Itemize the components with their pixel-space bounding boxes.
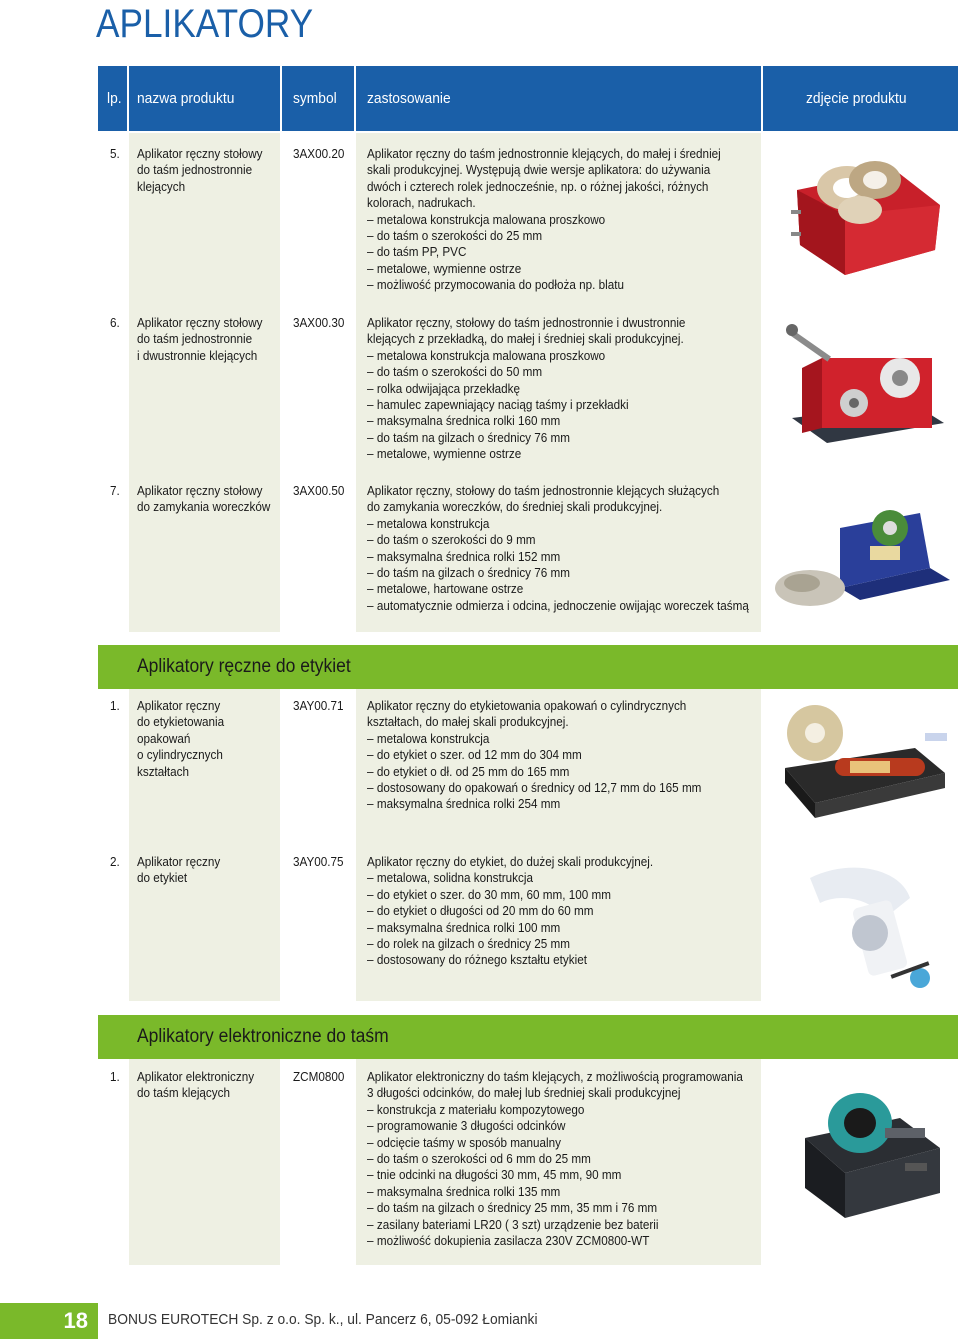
feature-item: – możliwość dokupienia zasilacza 230V ZCM0800-WT <box>367 1233 743 1249</box>
feature-item: – do taśm o szerokości do 25 mm <box>367 228 721 244</box>
feature-item: – maksymalna średnica rolki 135 mm <box>367 1184 743 1200</box>
tape-dispenser-liner-photo <box>782 318 952 448</box>
feature-item: – dostosowany do różnego kształtu etykiet <box>367 952 653 968</box>
feature-item: – metalowa konstrukcja <box>367 731 701 747</box>
feature-item: – do taśm PP, PVC <box>367 244 721 260</box>
row-6-use: Aplikator ręczny, stołowy do taśm jednostronnie i dwustronnie klejących z przekładką, do małej i średniej skali produkcyjnej. – metalowa konstrukcja malowana proszkowo – do taśm o szerokości do 50 mm – rolka odwijająca przekładkę – hamulec zapewniający naciąg taśmy i przekładki – maksymalna średnica rolki 160 mm – do taśm na gilzach o średnicy 76 mm – metalowe, wymienne ostrze <box>367 315 721 463</box>
header-photo: zdjęcie produktu <box>763 66 958 131</box>
row-6-name: Aplikator ręczny stołowy do taśm jednostronnie i dwustronnie klejących <box>137 315 263 363</box>
row-5-lp: 5. <box>110 146 120 161</box>
footer-address: BONUS EUROTECH Sp. z o.o. Sp. k., ul. Pancerz 6, 05-092 Łomianki <box>108 1311 538 1328</box>
feature-item: – do etykiet o dł. od 25 mm do 165 mm <box>367 764 701 780</box>
label-2-symbol: 3AY00.75 <box>293 854 344 869</box>
feature-item: – metalowa, solidna konstrukcja <box>367 870 653 886</box>
feature-item: – do taśm o szerokości od 6 mm do 25 mm <box>367 1151 743 1167</box>
feature-item: – metalowe, wymienne ostrze <box>367 261 721 277</box>
page-number: 18 <box>0 1303 98 1339</box>
electronic-1-lp: 1. <box>110 1069 120 1084</box>
feature-item: – odcięcie taśmy w sposób manualny <box>367 1135 743 1151</box>
feature-item: – maksymalna średnica rolki 100 mm <box>367 920 653 936</box>
row-7-lp: 7. <box>110 483 120 498</box>
label-1-symbol: 3AY00.71 <box>293 698 344 713</box>
label-1-lp: 1. <box>110 698 120 713</box>
label-2-name: Aplikator ręczny do etykiet <box>137 854 221 886</box>
feature-item: – maksymalna średnica rolki 160 mm <box>367 413 685 429</box>
electronic-1-name: Aplikator elektroniczny do taśm klejących <box>137 1069 255 1101</box>
cylinder-labeler-photo <box>775 703 955 828</box>
feature-item: – tnie odcinki na długości 30 mm, 45 mm, 90 mm <box>367 1167 743 1183</box>
feature-item: – metalowa konstrukcja <box>367 516 749 532</box>
feature-item: – do taśm na gilzach o średnicy 76 mm <box>367 430 685 446</box>
hand-label-applicator-photo <box>790 858 955 993</box>
page-title: APLIKATORY <box>96 2 314 46</box>
row-7-use: Aplikator ręczny, stołowy do taśm jednostronnie klejących służących do zamykania woreczków, do średniej skali produkcyjnej. – metalowa konstrukcja – do taśm o szerokości do 9 mm – maksymalna średnica rolki 152 mm – do taśm na gilzach o średnicy 76 mm – metalowe, hartowane ostrze – automatycznie odmierza i odcina, jednoczenie owijając woreczek taśmą <box>367 483 791 614</box>
section-header-electronic: Aplikatory elektroniczne do taśm <box>98 1015 958 1059</box>
feature-item: – do etykiet o szer. do 30 mm, 60 mm, 100 mm <box>367 887 653 903</box>
header-name: nazwa produktu <box>129 66 280 131</box>
row-5-use: Aplikator ręczny do taśm jednostronnie klejących, do małej i średniej skali produkcyjnej. Występują dwie wersje aplikatora: do używania dwóch i czterech rolek jednocześnie, np. o różnej jakości, różnych kolorach, nadrukach. – metalowa konstrukcja malowana proszkowo – do taśm o szerokości do 25 mm – do taśm PP, PVC – metalowe, wymienne ostrze – możliwość przymocowania do podłoża np. blatu <box>367 146 760 294</box>
feature-item: – do rolek na gilzach o średnicy 25 mm <box>367 936 653 952</box>
row-5-name: Aplikator ręczny stołowy do taśm jednostronnie klejących <box>137 146 263 194</box>
feature-item: – maksymalna średnica rolki 152 mm <box>367 549 749 565</box>
feature-item: – zasilany bateriami LR20 ( 3 szt) urządzenie bez baterii <box>367 1217 743 1233</box>
feature-item: – do etykiet o szer. od 12 mm do 304 mm <box>367 747 701 763</box>
header-lp: lp. <box>98 66 127 131</box>
feature-item: – rolka odwijająca przekładkę <box>367 381 685 397</box>
bag-sealer-photo <box>770 498 955 623</box>
header-symbol: symbol <box>282 66 354 131</box>
feature-item: – metalowa konstrukcja malowana proszkowo <box>367 348 685 364</box>
electronic-1-symbol: ZCM0800 <box>293 1069 345 1084</box>
label-1-name: Aplikator ręczny do etykietowania opakowań o cylindrycznych kształtach <box>137 698 225 779</box>
feature-item: – maksymalna średnica rolki 254 mm <box>367 796 701 812</box>
feature-item: – metalowe, wymienne ostrze <box>367 446 685 462</box>
section-header-labels: Aplikatory ręczne do etykiet <box>98 645 958 689</box>
label-2-lp: 2. <box>110 854 120 869</box>
row-7-symbol: 3AX00.50 <box>293 483 345 498</box>
electronic-tape-dispenser-photo <box>790 1078 950 1228</box>
feature-item: – do taśm o szerokości do 50 mm <box>367 364 685 380</box>
row-5-symbol: 3AX00.20 <box>293 146 345 161</box>
row-6-symbol: 3AX00.30 <box>293 315 345 330</box>
label-2-use: Aplikator ręczny do etykiet, do dużej skali produkcyjnej. – metalowa, solidna konstrukcja – do etykiet o szer. do 30 mm, 60 mm, 100 mm – do etykiet o długości od 20 mm do 60 mm – maksymalna średnica rolki 100 mm – do rolek na gilzach o średnicy 25 mm – dostosowany do różnego kształtu etykiet <box>367 854 685 969</box>
shade-name-col-1 <box>129 133 280 632</box>
feature-item: – programowanie 3 długości odcinków <box>367 1118 743 1134</box>
row-7-name: Aplikator ręczny stołowy do zamykania woreczków <box>137 483 271 515</box>
row-6-lp: 6. <box>110 315 120 330</box>
electronic-1-use: Aplikator elektroniczny do taśm klejących, z możliwością programowania 3 długości odcinków, do małej lub średniej skali produkcyjnej – konstrukcja z materiału kompozytowego – programowanie 3 długości odcinków – odcięcie taśmy w sposób manualny – do taśm o szerokości od 6 mm do 25 mm – tnie odcinki na długości 30 mm, 45 mm, 90 mm – maksymalna średnica rolki 135 mm – do taśm na gilzach o średnicy 25 mm, 35 mm i 76 mm – zasilany bateriami LR20 ( 3 szt) urządzenie bez baterii – możliwość dokupienia zasilacza 230V ZCM0800-WT <box>367 1069 785 1249</box>
header-use: zastosowanie <box>356 66 761 131</box>
tape-dispenser-red-photo <box>785 150 955 280</box>
feature-item: – hamulec zapewniający naciąg taśmy i przekładki <box>367 397 685 413</box>
feature-item: – do etykiet o długości od 20 mm do 60 mm <box>367 903 653 919</box>
feature-item: – do taśm na gilzach o średnicy 25 mm, 35 mm i 76 mm <box>367 1200 743 1216</box>
feature-item: – do taśm o szerokości do 9 mm <box>367 532 749 548</box>
feature-item: – metalowe, hartowane ostrze <box>367 581 749 597</box>
feature-item: – możliwość przymocowania do podłoża np. blatu <box>367 277 721 293</box>
feature-item: – konstrukcja z materiału kompozytowego <box>367 1102 743 1118</box>
feature-item: – automatycznie odmierza i odcina, jednoczenie owijając woreczek taśmą <box>367 598 749 614</box>
label-1-use: Aplikator ręczny do etykietowania opakowań o cylindrycznych kształtach, do małej skali produkcyjnej. – metalowa konstrukcja – do etykiet o szer. od 12 mm do 304 mm – do etykiet o dł. od 25 mm do 165 mm – dostosowany do opakowań o średnicy od 12,7 mm do 165 mm – maksymalna średnica rolki 254 mm <box>367 698 739 813</box>
feature-item: – metalowa konstrukcja malowana proszkowo <box>367 212 721 228</box>
feature-item: – dostosowany do opakowań o średnicy od 12,7 mm do 165 mm <box>367 780 701 796</box>
feature-item: – do taśm na gilzach o średnicy 76 mm <box>367 565 749 581</box>
